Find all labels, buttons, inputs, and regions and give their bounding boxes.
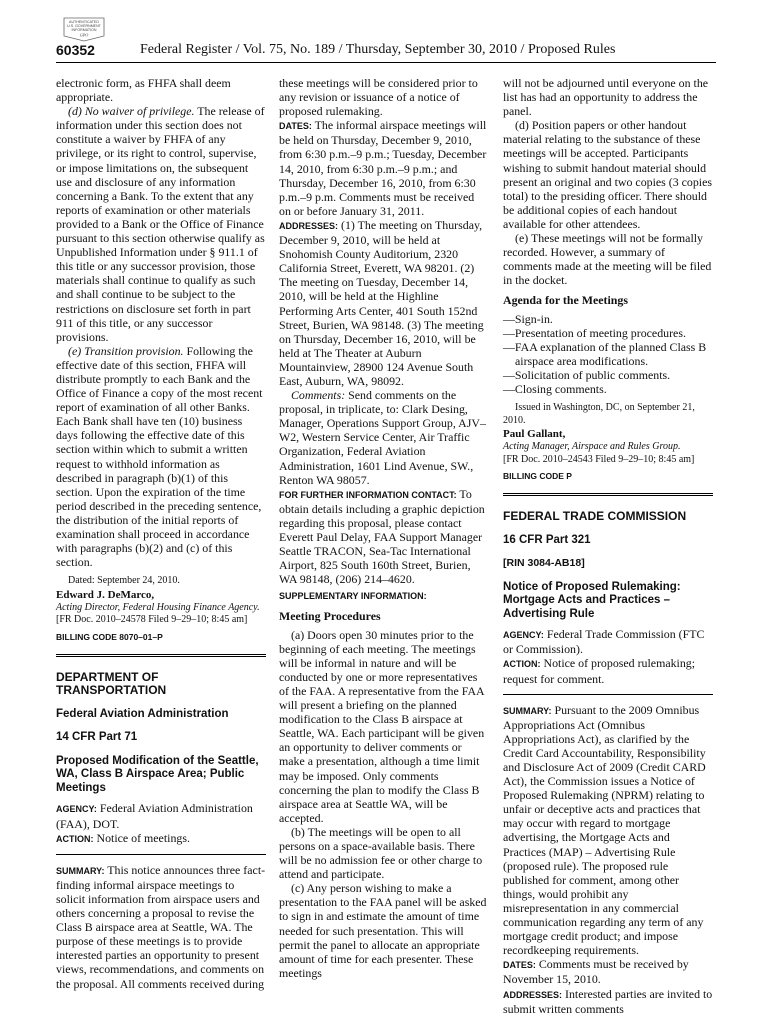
col3-agenda-heading: Agenda for the Meetings — [503, 293, 628, 308]
col2-dates-label: DATES: — [279, 121, 312, 132]
col3-summary — [503, 703, 713, 958]
col1-fr-doc: [FR Doc. 2010–24578 Filed 9–29–10; 8:45 am] — [56, 614, 248, 626]
col2-dates — [279, 118, 489, 218]
running-head: Federal Register / Vol. 75, No. 189 / Thursday, September 30, 2010 / Proposed Rules — [140, 42, 616, 57]
col3-addresses-text: Interested parties are invited to submit written comments — [503, 986, 713, 1016]
col1-subagency: Federal Aviation Administration — [56, 707, 229, 720]
col3-action — [503, 656, 713, 685]
col3-para-e: (e) These meetings will not be formally recorded. However, a summary of comments made at the meeting will be filed in the docket. — [503, 231, 712, 288]
col3-dates — [503, 957, 713, 986]
col3-dates-text: Comments must be received by November 15, 2010. — [503, 957, 689, 987]
col3-cfr-part: 16 CFR Part 321 — [503, 533, 591, 546]
col1-para-1: electronic form, as FHFA shall deem appropriate. — [56, 76, 231, 105]
col1-para-2 — [56, 104, 266, 344]
col3-rule-title: Notice of Proposed Rulemaking: Mortgage Acts and Practices – Advertising Rule — [503, 580, 681, 620]
col1-para-3-label: (e) Transition provision. — [68, 343, 184, 358]
col2-para-1: these meetings will be considered prior to any revision or issuance of a notice of proposed rulemaking. — [279, 76, 478, 119]
col3-agenda-item: —Sign-in. — [503, 311, 553, 326]
col3-agency-text: Federal Trade Commission (FTC or Commission). — [503, 627, 705, 657]
col2-addresses-label: ADDRESSES: — [279, 220, 339, 231]
col1-summary-rule — [56, 854, 266, 855]
col3-department: FEDERAL TRADE COMMISSION — [503, 509, 687, 524]
col1-signer-title: Acting Director, Federal Housing Finance Agency. — [56, 601, 260, 613]
col1-para-3 — [56, 344, 266, 570]
col3-agenda-item: —Closing comments. — [503, 381, 607, 396]
col2-comments-label: Comments: — [291, 388, 346, 403]
col3-agenda-item: —FAA explanation of the planned Class B airspace area modifications. — [503, 339, 707, 368]
col3-signer: Paul Gallant, — [503, 428, 566, 441]
col1-agency — [56, 801, 266, 830]
col3-addresses-label: ADDRESSES: — [503, 989, 563, 1000]
gpo-authenticated-logo — [60, 16, 108, 42]
col2-para-b: (b) The meetings will be open to all persons on a space-available basis. There will be no admission fee or other charge to attend and participate. — [279, 824, 483, 882]
col1-action — [56, 831, 266, 846]
col2-procedures-heading: Meeting Procedures — [279, 609, 381, 624]
col1-department: DEPARTMENT OF TRANSPORTATION — [56, 669, 167, 698]
col1-para-2-text: The release of information under this section does not constitute a waiver by FHFA of any privilege, or its right to control, supervise, or impose limitations on, the subsequent use and disclosure of any information concerning a Bank. To the extent that any reports of examination or other materials provided to a Bank or the Office of Finance pursuant to this section otherwise qualify as Unpublished Information under § 911.1 of this title or any successor provision, those materials shall continue to qualify as such and shall continue to be subject to the restrictions on disclosure set forth in part 911 of this title, or any successor provisions. — [56, 104, 265, 344]
col2-supplementary-label: SUPPLEMENTARY INFORMATION: — [279, 591, 427, 602]
col1-section-rule — [56, 654, 266, 661]
logo-line-3: INFORMATION — [71, 28, 97, 32]
page-header — [56, 42, 716, 63]
page-number: 60352 — [56, 42, 95, 58]
col1-signer: Edward J. DeMarco, — [56, 588, 155, 601]
col2-comments-text: Send comments on the proposal, in triplicate, to: Clark Desing, Manager, Operations Support Group, AJV–W2, Western Service Center, Air Traffic Organization, Federal Aviation Administration, 1601 Lind Avenue, SW., Renton WA 98057. — [279, 388, 486, 487]
col3-dates-label: DATES: — [503, 960, 536, 971]
logo-line-2: U.S. GOVERNMENT — [67, 24, 101, 28]
logo-line-1: AUTHENTICATED — [69, 20, 99, 24]
col3-action-text: Notice of proposed rulemaking; request for comment. — [503, 656, 696, 686]
col2-further-info — [279, 487, 489, 587]
col3-para-1: will not be adjourned until everyone on the list has had an opportunity to address the panel. — [503, 76, 709, 119]
col3-action-label: ACTION: — [503, 659, 541, 670]
col1-summary — [56, 863, 266, 991]
col3-agenda-item: —Presentation of meeting procedures. — [503, 325, 686, 340]
col3-section-rule — [503, 493, 713, 500]
col3-billing-code: BILLING CODE P — [503, 471, 572, 482]
col1-summary-label: SUMMARY: — [56, 865, 105, 876]
col3-addresses — [503, 987, 713, 1016]
col1-agency-label: AGENCY: — [56, 804, 97, 815]
col2-comments — [279, 388, 489, 487]
col3-agenda-item: —Solicitation of public comments. — [503, 367, 671, 382]
col3-summary-text: Pursuant to the 2009 Omnibus Appropriations Act (Omnibus Appropriations Act), as clarified by the Credit Card Accountability, Responsibility and Disclosure Act of 2009 (Credit CARD Act), the Commission issues a Notice of Proposed Rulemaking (NPRM) relating to unfair or deceptive acts and practices that may occur with regard to mortgage advertising, the Mortgage Acts and Practices (MAP) – Advertising Rule (proposed rule). The proposed rule published for comment, among other things, would prohibit any misrepresentation in any commercial communication regarding any term of any mortgage credit product; and impose recordkeeping requirements. — [503, 702, 706, 958]
col3-agency-label: AGENCY: — [503, 630, 544, 641]
col1-action-text: Notice of meetings. — [96, 830, 190, 845]
column-2 — [279, 76, 489, 980]
col1-dated: Dated: September 24, 2010. — [68, 575, 180, 587]
col2-para-c: (c) Any person wishing to make a presentation to the FAA panel will be asked to sign in and estimate the amount of time needed for such presentation. This will permit the panel to allocate an appropriate amount of time for each presenter. These meetings — [279, 881, 487, 980]
col2-addresses-text: (1) The meeting on Thursday, December 9, 2010, will be held at Snohomish County Auditorium, 2320 California Street, Everett, WA 98201. (2) The meeting on Tuesday, December 14, 2010, will be held at the Highline Performing Arts Center, 401 South 152nd Street, Burien, WA 98148. (3) The meeting on Thursday, December 16, 2010, will be held at The Theater at Auburn Mountainview, 28900 124 Avenue South East, Auburn, WA, 98092. — [279, 217, 484, 388]
col1-agency-text: Federal Aviation Administration (FAA), DOT. — [56, 801, 253, 831]
logo-line-4: GPO — [79, 32, 89, 38]
col1-rule-title: Proposed Modification of the Seattle, WA, Class B Airspace Area; Public Meetings — [56, 754, 259, 794]
col3-signer-title: Acting Manager, Airspace and Rules Group. — [503, 441, 681, 453]
col2-dates-text: The informal airspace meetings will be held on Thursday, December 9, 2010, from 6:30 p.m.–9 p.m.; Tuesday, December 14, 2010, from 6:30 p.m.–9 p.m.; and Thursday, December 16, 2010, from 6:30 p.m.–9 p.m. Comments must be received on or before January 31, 2011. — [279, 118, 487, 218]
col1-billing-code: BILLING CODE 8070–01–P — [56, 631, 163, 642]
col2-further-info-label: FOR FURTHER INFORMATION CONTACT: — [279, 489, 457, 500]
col2-further-info-text: To obtain details including a graphic depiction regarding this proposal, please contact Everett Paul Delay, FAA Support Manager Seattle TRACON, Sea-Tac International Airport, 825 South 160th Street, Burien, WA 98148, (206) 214–4620. — [279, 486, 485, 587]
col1-action-label: ACTION: — [56, 833, 94, 844]
col3-agency — [503, 627, 713, 656]
col3-summary-label: SUMMARY: — [503, 705, 552, 716]
col1-cfr-part: 14 CFR Part 71 — [56, 731, 138, 744]
col2-addresses — [279, 218, 489, 388]
col3-para-d: (d) Position papers or other handout material relating to the substance of these meetings will be accepted. Participants wishing to submit handout material should present an original and two copies (3 copies total) to the presiding officer. There should be additional copies of each handout available for other attendees. — [503, 118, 713, 231]
column-1 — [56, 76, 266, 991]
col1-para-3-text: Following the effective date of this section, FHFA will distribute promptly to each Bank and the Office of Finance a copy of the most recent report of examination of all other Banks. Each Bank shall have ten (10) business days following the effective date of this section within which to submit a written request to withhold information as described in paragraph (b)(1) of this section. Upon the expiration of the time period described in the preceding sentence, the distribution of the initial reports of examination shall proceed in accordance with paragraphs (b)(2) and (c) of this section. — [56, 343, 263, 570]
col3-rin: [RIN 3084-AB18] — [503, 557, 585, 570]
col1-para-2-label: (d) No waiver of privilege. — [68, 104, 195, 119]
column-3 — [503, 76, 713, 1016]
col2-para-a: (a) Doors open 30 minutes prior to the beginning of each meeting. The meetings will be informal in nature and will be conducted by one or more representatives of the FAA. A representative from the FAA will present a briefing on the planned modification to the Class B airspace at Seattle, WA. Each participant will be given an opportunity to deliver comments or make a presentation, although a time limit may be imposed. Only comments concerning the plan to modify the Class B airspace area at Seattle WA, will be accepted. — [279, 627, 485, 825]
col3-issued: Issued in Washington, DC, on September 21, 2010. — [503, 402, 695, 426]
col1-summary-text: This notice announces three fact-finding informal airspace meetings to solicit information from airspace users and others concerning a proposal to revise the Class B airspace area at Seattle, WA. The purpose of these meetings is to provide interested parties an opportunity to present views, recommendations, and comments on the proposal. All comments received during — [56, 862, 266, 991]
col3-summary-rule — [503, 694, 713, 695]
col3-fr-doc: [FR Doc. 2010–24543 Filed 9–29–10; 8:45 am] — [503, 453, 695, 465]
